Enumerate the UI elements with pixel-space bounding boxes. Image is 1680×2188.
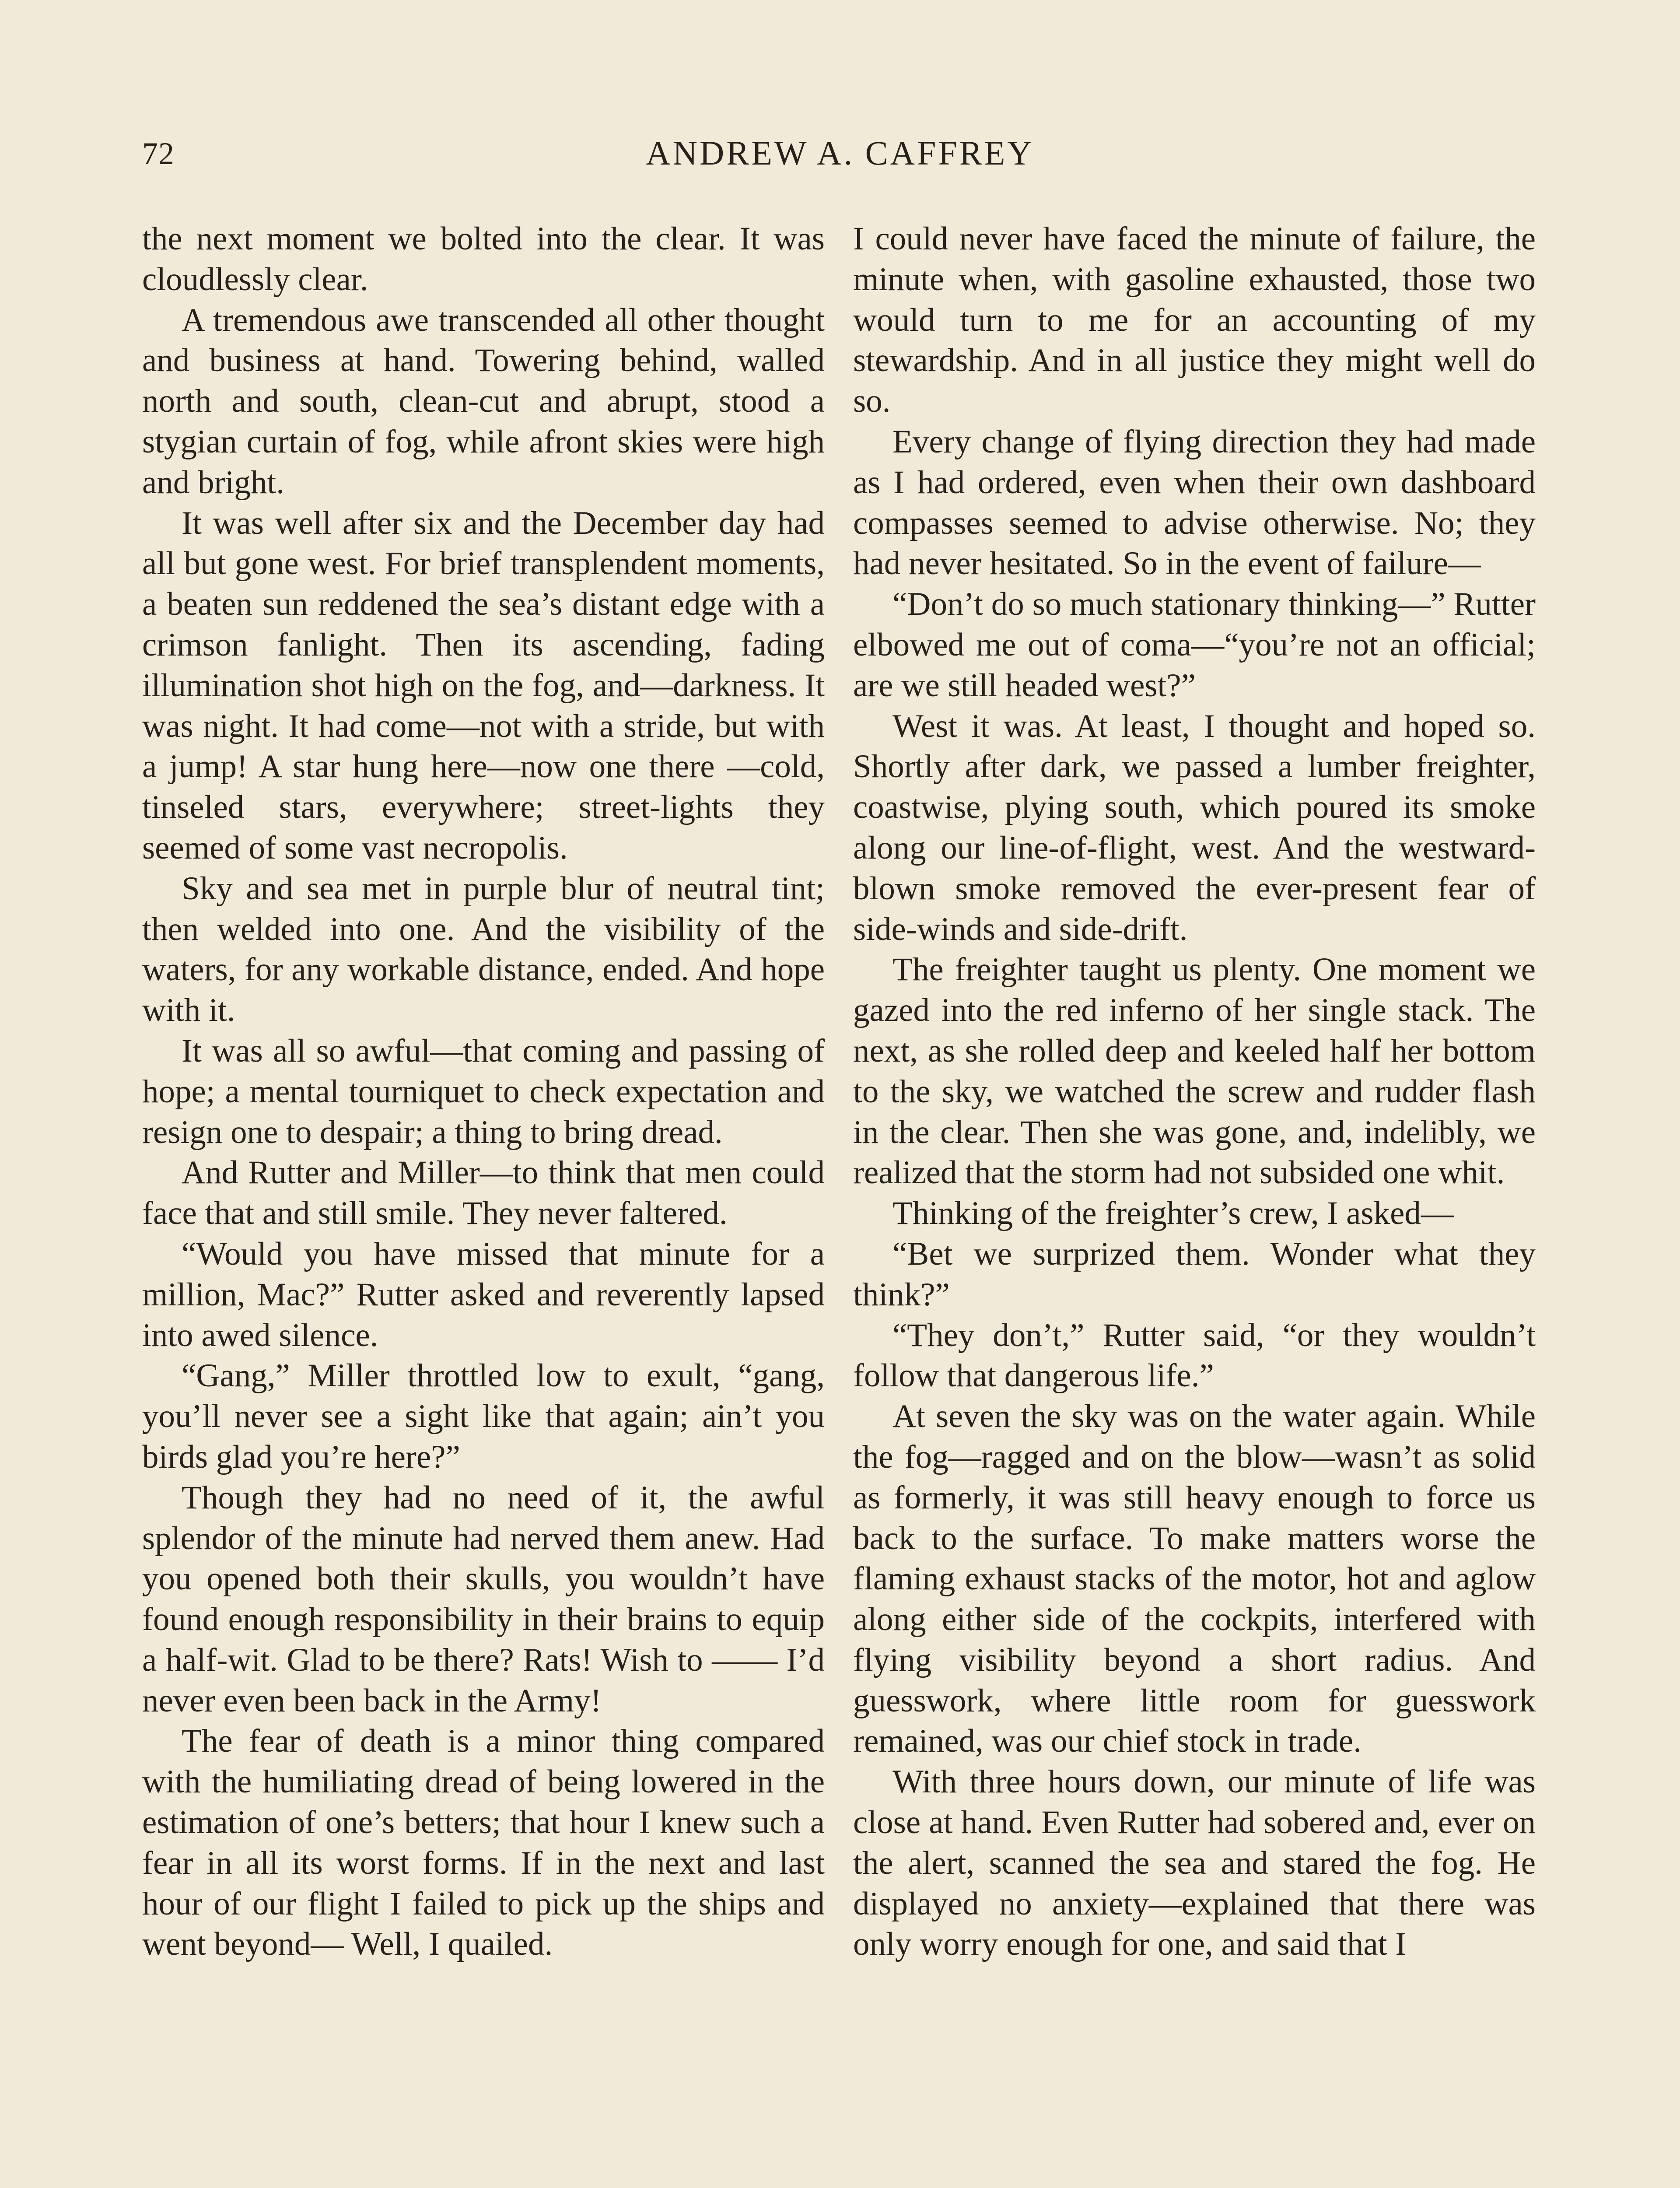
paragraph: Every change of flying direction they had made as I had ordered, even when their own dashboard compasses seemed to advise otherwise. No; they had never hesitated. So in the event of failure— <box>853 423 1536 582</box>
paragraph: A tremendous awe transcended all other thought and business at hand. Towering behind, walled north and south, clean-cut and abrupt, stood a stygian curtain of fog, while afront skies were high and bright. <box>142 302 825 501</box>
paragraph: And Rutter and Miller—to think that men could face that and still smile. They never faltered. <box>142 1154 825 1232</box>
paragraph: With three hours down, our minute of life was close at hand. Even Rutter had sobered and, ever on the alert, scanned the sea and stared the fog. He displayed no anxiety—explained that there was only worry enough for one, and said that I <box>853 1764 1536 1963</box>
paragraph: “They don’t,” Rutter said, “or they wouldn’t follow that dangerous life.” <box>853 1317 1536 1394</box>
paragraph: “Gang,” Miller throttled low to exult, “gang, you’ll never see a sight like that again; ain’t you birds glad you’re here?” <box>142 1357 825 1475</box>
paragraph: “Bet we surprized them. Wonder what they think?” <box>853 1235 1536 1313</box>
paragraph: West it was. At least, I thought and hoped so. Shortly after dark, we passed a lumber freighter, coastwise, plying south, which poured its smoke along our line-of-flight, west. And the westward-blown smoke removed the ever-present fear of side-winds and side-drift. <box>853 708 1536 947</box>
left-column <box>142 219 825 1965</box>
paragraph: Though they had no need of it, the awful splendor of the minute had nerved them anew. Had you opened both their skulls, you wouldn’t have found enough responsibility in their brains to equip a half-wit. Glad to be there? Rats! Wish to —— I’d never even been back in the Army! <box>142 1479 825 1719</box>
paragraph: “Would you have missed that minute for a million, Mac?” Rutter asked and reverently lapsed into awed silence. <box>142 1235 825 1353</box>
paragraph: Sky and sea met in purple blur of neutral tint; then welded into one. And the visibility of the waters, for any workable distance, ended. And hope with it. <box>142 870 825 1029</box>
right-column <box>853 219 1536 1965</box>
paragraph: the next moment we bolted into the clear. It was cloudlessly clear. <box>142 221 825 298</box>
page-number: 72 <box>142 136 175 171</box>
paragraph: It was all so awful—that coming and passing of hope; a mental tourniquet to check expectation and resign one to despair; a thing to bring dread. <box>142 1032 825 1150</box>
running-head: ANDREW A. CAFFREY <box>646 134 1034 172</box>
paragraph: The freighter taught us plenty. One moment we gazed into the red inferno of her single stack. The next, as she rolled deep and keeled half her bottom to the sky, we watched the screw and rudder flash in the clear. Then she was gone, and, indelibly, we realized that the storm had not subsided one whit. <box>853 951 1536 1191</box>
paragraph: “Don’t do so much stationary thinking—” Rutter elbowed me out of coma—“you’re not an official; are we still headed west?” <box>853 586 1536 704</box>
paragraph: It was well after six and the December day had all but gone west. For brief transplendent moments, a beaten sun reddened the sea’s distant edge with a crimson fanlight. Then its ascending, fading illumination shot high on the fog, and—darkness. It was night. It had come—not with a stride, but with a jump! A star hung here—now one there —cold, tinseled stars, everywhere; street-lights they seemed of some vast necropolis. <box>142 505 825 866</box>
paragraph: The fear of death is a minor thing compared with the humiliating dread of being lowered in the estimation of one’s betters; that hour I knew such a fear in all its worst forms. If in the next and last hour of our flight I failed to pick up the ships and went beyond— Well, I quailed. <box>142 1723 825 1963</box>
paragraph: At seven the sky was on the water again. While the fog—ragged and on the blow—wasn’t as solid as formerly, it was still heavy enough to force us back to the surface. To make matters worse the flaming exhaust stacks of the motor, hot and aglow along either side of the cockpits, interfered with flying visibility beyond a short radius. And guesswork, where little room for guesswork remained, was our chief stock in trade. <box>853 1398 1536 1760</box>
paragraph: Thinking of the freighter’s crew, I asked— <box>892 1195 1454 1232</box>
paragraph: I could never have faced the minute of failure, the minute when, with gasoline exhausted, those two would turn to me for an accounting of my stewardship. And in all justice they might well do so. <box>853 221 1536 420</box>
